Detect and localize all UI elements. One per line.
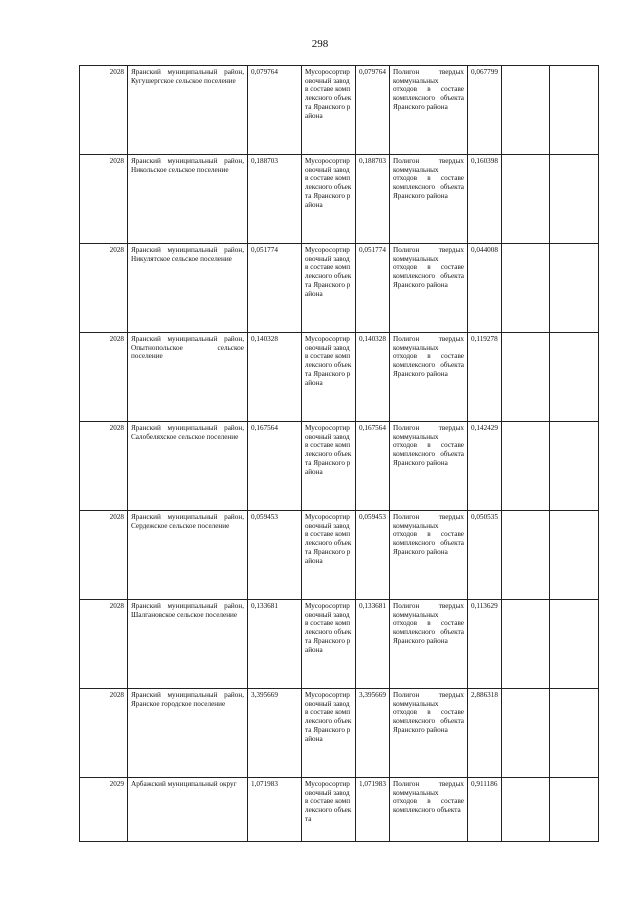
- mass-cell: 3,395669: [248, 689, 302, 778]
- mass-cell: 0,188703: [248, 155, 302, 244]
- destination-mass-cell: 0,113629: [468, 600, 502, 689]
- facility-mass-cell: 0,059453: [356, 511, 390, 600]
- empty-cell: [502, 422, 550, 511]
- destination-cell: Полигон твердых коммунальных отходов в составе комплексного объекта Яранского района: [390, 600, 468, 689]
- destination-cell: Полигон твердых коммунальных отходов в составе комплексного объекта: [390, 778, 468, 842]
- empty-cell: [550, 244, 599, 333]
- facility-mass-cell: 0,167564: [356, 422, 390, 511]
- facility-mass-cell: 3,395669: [356, 689, 390, 778]
- mass-cell: 0,167564: [248, 422, 302, 511]
- facility-mass-cell: 0,133681: [356, 600, 390, 689]
- mass-cell: 0,133681: [248, 600, 302, 689]
- mass-cell: 0,051774: [248, 244, 302, 333]
- year-cell: 2028: [80, 600, 128, 689]
- empty-cell: [502, 600, 550, 689]
- facility-mass-cell: 0,140328: [356, 333, 390, 422]
- empty-cell: [502, 244, 550, 333]
- mass-cell: 0,140328: [248, 333, 302, 422]
- destination-mass-cell: 0,911186: [468, 778, 502, 842]
- facility-mass-cell: 0,079764: [356, 66, 390, 155]
- table-row: [80, 422, 599, 511]
- destination-mass-cell: 0,050535: [468, 511, 502, 600]
- empty-cell: [550, 333, 599, 422]
- empty-cell: [550, 689, 599, 778]
- mass-cell: 1,071983: [248, 778, 302, 842]
- mass-cell: 0,079764: [248, 66, 302, 155]
- facility-cell: Мусоросортировочный завод в составе комплексного объекта Яранского района: [302, 66, 356, 155]
- empty-cell: [502, 778, 550, 842]
- table-row: [80, 778, 599, 842]
- destination-cell: Полигон твердых коммунальных отходов в составе комплексного объекта Яранского района: [390, 511, 468, 600]
- facility-cell: Мусоросортировочный завод в составе комплексного объекта Яранского района: [302, 511, 356, 600]
- empty-cell: [502, 689, 550, 778]
- source-cell: Яранский муниципальный район, Сердежское сельское поселение: [128, 511, 248, 600]
- year-cell: 2028: [80, 689, 128, 778]
- empty-cell: [550, 511, 599, 600]
- destination-mass-cell: 0,160398: [468, 155, 502, 244]
- source-cell: Яранский муниципальный район, Опытнопольское сельское поселение: [128, 333, 248, 422]
- empty-cell: [550, 155, 599, 244]
- facility-cell: Мусоросортировочный завод в составе комплексного объекта Яранского района: [302, 333, 356, 422]
- table-row: [80, 511, 599, 600]
- table-row: [80, 155, 599, 244]
- destination-mass-cell: 0,044008: [468, 244, 502, 333]
- empty-cell: [550, 778, 599, 842]
- source-cell: Арбажский муниципальный округ: [128, 778, 248, 842]
- empty-cell: [502, 155, 550, 244]
- destination-mass-cell: 0,142429: [468, 422, 502, 511]
- page-number: 298: [311, 38, 329, 50]
- facility-mass-cell: 0,051774: [356, 244, 390, 333]
- table-body: [80, 66, 599, 842]
- facility-cell: Мусоросортировочный завод в составе комплексного объекта Яранского района: [302, 600, 356, 689]
- facility-cell: Мусоросортировочный завод в составе комплексного объекта: [302, 778, 356, 842]
- source-cell: Яранский муниципальный район, Яранское городское поселение: [128, 689, 248, 778]
- facility-mass-cell: 0,188703: [356, 155, 390, 244]
- empty-cell: [502, 511, 550, 600]
- destination-mass-cell: 0,067799: [468, 66, 502, 155]
- year-cell: 2028: [80, 333, 128, 422]
- year-cell: 2028: [80, 66, 128, 155]
- year-cell: 2029: [80, 778, 128, 842]
- table-row: [80, 244, 599, 333]
- mass-cell: 0,059453: [248, 511, 302, 600]
- facility-cell: Мусоросортировочный завод в составе комплексного объекта Яранского района: [302, 422, 356, 511]
- year-cell: 2028: [80, 422, 128, 511]
- empty-cell: [502, 333, 550, 422]
- empty-cell: [550, 600, 599, 689]
- table-row: [80, 66, 599, 155]
- year-cell: 2028: [80, 511, 128, 600]
- destination-cell: Полигон твердых коммунальных отходов в составе комплексного объекта Яранского района: [390, 244, 468, 333]
- destination-cell: Полигон твердых коммунальных отходов в составе комплексного объекта Яранского района: [390, 689, 468, 778]
- destination-cell: Полигон твердых коммунальных отходов в составе комплексного объекта Яранского района: [390, 155, 468, 244]
- year-cell: 2028: [80, 244, 128, 333]
- source-cell: Яранский муниципальный район, Кугушергское сельское поселение: [128, 66, 248, 155]
- table-row: [80, 689, 599, 778]
- table-row: [80, 600, 599, 689]
- destination-mass-cell: 0,119278: [468, 333, 502, 422]
- destination-cell: Полигон твердых коммунальных отходов в составе комплексного объекта Яранского района: [390, 422, 468, 511]
- destination-cell: Полигон твердых коммунальных отходов в составе комплексного объекта Яранского района: [390, 66, 468, 155]
- facility-cell: Мусоросортировочный завод в составе комплексного объекта Яранского района: [302, 244, 356, 333]
- waste-flow-table: [79, 65, 599, 842]
- destination-mass-cell: 2,886318: [468, 689, 502, 778]
- table-row: [80, 333, 599, 422]
- source-cell: Яранский муниципальный район, Никулятское сельское поселение: [128, 244, 248, 333]
- source-cell: Яранский муниципальный район, Шалгановское сельское поселение: [128, 600, 248, 689]
- facility-cell: Мусоросортировочный завод в составе комплексного объекта Яранского района: [302, 155, 356, 244]
- empty-cell: [502, 66, 550, 155]
- facility-mass-cell: 1,071983: [356, 778, 390, 842]
- source-cell: Яранский муниципальный район, Салобеляхское сельское поселение: [128, 422, 248, 511]
- year-cell: 2028: [80, 155, 128, 244]
- destination-cell: Полигон твердых коммунальных отходов в составе комплексного объекта Яранского района: [390, 333, 468, 422]
- empty-cell: [550, 422, 599, 511]
- facility-cell: Мусоросортировочный завод в составе комплексного объекта Яранского района: [302, 689, 356, 778]
- empty-cell: [550, 66, 599, 155]
- source-cell: Яранский муниципальный район, Никольское сельское поселение: [128, 155, 248, 244]
